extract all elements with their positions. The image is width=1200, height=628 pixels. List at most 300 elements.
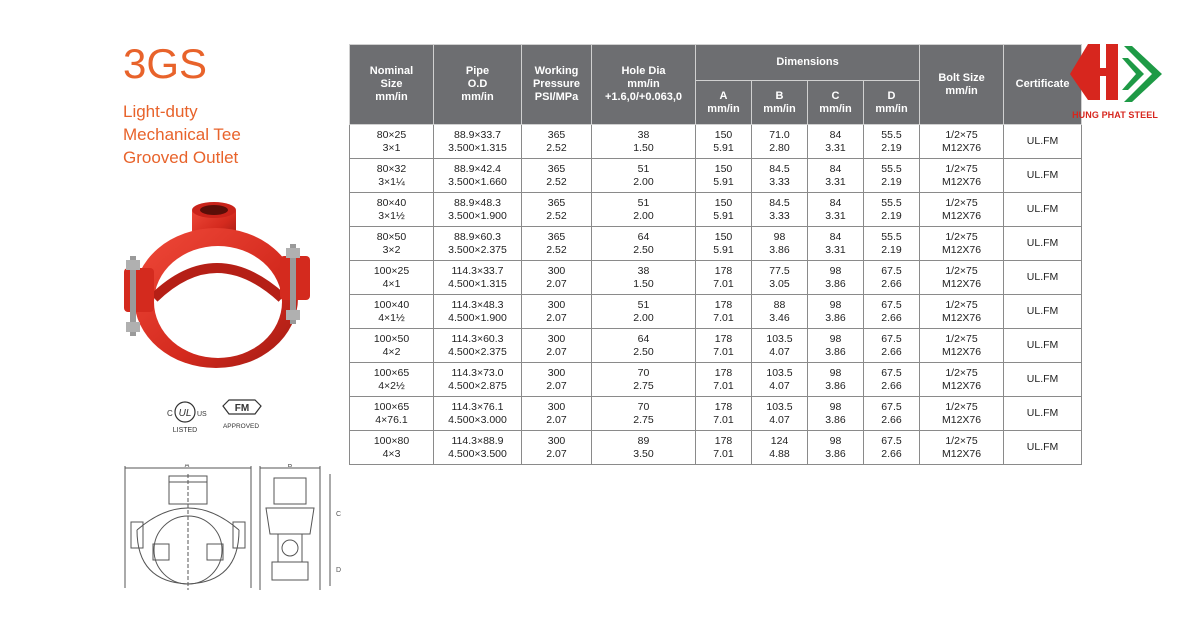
cell-hole-dia-line: 2.50 xyxy=(633,345,654,358)
cell-bolt-size-line: 1/2×75 xyxy=(945,128,978,141)
cell-hole-dia xyxy=(592,295,696,329)
cell-nominal-size-line: 100×65 xyxy=(373,400,410,413)
cell-working-pressure xyxy=(522,295,592,329)
cell-dim-b xyxy=(752,159,808,193)
cell-dim-b-line: 3.86 xyxy=(769,243,790,256)
cell-dim-a xyxy=(696,227,752,261)
cell-dim-a-line: 7.01 xyxy=(713,311,734,324)
cell-hole-dia-line: 38 xyxy=(637,264,650,277)
cell-dim-a xyxy=(696,431,752,465)
cell-nominal-size xyxy=(350,329,434,363)
cell-dim-a-line: 5.91 xyxy=(713,175,734,188)
cell-nominal-size-line: 3×1 xyxy=(382,141,401,154)
table-row xyxy=(350,431,1082,465)
cell-pipe-od xyxy=(434,261,522,295)
ul-label-text: LISTED xyxy=(172,427,198,434)
cell-nominal-size xyxy=(350,261,434,295)
cell-hole-dia xyxy=(592,363,696,397)
cell-dim-c-line: 84 xyxy=(829,128,842,141)
cell-working-pressure-line: 2.07 xyxy=(546,447,567,460)
cell-pipe-od-line: 114.3×88.9 xyxy=(451,434,504,447)
cell-dim-b-line: 103.5 xyxy=(766,400,793,413)
cell-dim-a xyxy=(696,295,752,329)
cell-working-pressure xyxy=(522,329,592,363)
cell-pipe-od xyxy=(434,193,522,227)
cell-bolt-size xyxy=(920,397,1004,431)
cell-dim-a xyxy=(696,159,752,193)
header-dim-c: C mm/in xyxy=(808,81,864,125)
cell-bolt-size-line: M12X76 xyxy=(941,379,982,392)
cell-hole-dia xyxy=(592,125,696,159)
product-image xyxy=(120,198,320,383)
cell-working-pressure-line: 300 xyxy=(547,366,566,379)
cell-dim-c-line: 3.86 xyxy=(825,311,846,324)
cell-bolt-size-line: M12X76 xyxy=(941,311,982,324)
cell-dim-b-line: 88 xyxy=(773,298,786,311)
cell-dim-c-line: 3.31 xyxy=(825,175,846,188)
subtitle-line-3: Grooved Outlet xyxy=(123,148,239,167)
spec-table xyxy=(349,44,1082,465)
cell-dim-d-line: 67.5 xyxy=(881,332,902,345)
cell-bolt-size-line: M12X76 xyxy=(941,447,982,460)
cell-bolt-size xyxy=(920,125,1004,159)
cell-dim-d xyxy=(864,125,920,159)
cell-working-pressure xyxy=(522,431,592,465)
cell-nominal-size-line: 100×65 xyxy=(373,366,410,379)
cell-dim-c xyxy=(808,431,864,465)
cell-dim-b-line: 84.5 xyxy=(769,196,790,209)
technical-drawing-side xyxy=(258,464,348,594)
cell-pipe-od-line: 114.3×73.0 xyxy=(451,366,504,379)
table-row xyxy=(350,329,1082,363)
model-number: 3GS xyxy=(123,40,208,87)
table-row xyxy=(350,397,1082,431)
cell-pipe-od-line: 88.9×42.4 xyxy=(453,162,501,175)
cell-bolt-size-line: M12X76 xyxy=(941,243,982,256)
cell-dim-d-line: 67.5 xyxy=(881,366,902,379)
cell-pipe-od xyxy=(434,329,522,363)
cell-dim-b-line: 71.0 xyxy=(769,128,790,141)
cell-certificate: UL.FM xyxy=(1004,159,1082,193)
cell-dim-a-line: 5.91 xyxy=(713,141,734,154)
cell-pipe-od-line: 3.500×1.660 xyxy=(448,175,507,188)
header-dim-a: A mm/in xyxy=(696,81,752,125)
cell-working-pressure-line: 2.07 xyxy=(546,311,567,324)
header-dim-b: B mm/in xyxy=(752,81,808,125)
cell-dim-a xyxy=(696,193,752,227)
cell-dim-a xyxy=(696,397,752,431)
cell-dim-a-line: 7.01 xyxy=(713,413,734,426)
ul-c-text: C xyxy=(167,409,173,418)
cell-hole-dia-line: 51 xyxy=(637,298,650,311)
cell-dim-c xyxy=(808,329,864,363)
cell-bolt-size-line: 1/2×75 xyxy=(945,400,978,413)
cell-working-pressure-line: 365 xyxy=(547,196,566,209)
header-hole-dia: Hole Dia mm/in +1.6,0/+0.063,0 xyxy=(592,45,696,125)
cell-pipe-od xyxy=(434,363,522,397)
cell-dim-b-line: 3.46 xyxy=(769,311,790,324)
cell-dim-a-line: 178 xyxy=(714,264,733,277)
cell-nominal-size-line: 100×80 xyxy=(373,434,410,447)
cell-nominal-size xyxy=(350,363,434,397)
cell-dim-c-line: 84 xyxy=(829,196,842,209)
header-bolt-size: Bolt Size mm/in xyxy=(920,45,1004,125)
cell-hole-dia xyxy=(592,159,696,193)
cell-dim-d-line: 2.19 xyxy=(881,141,902,154)
cell-pipe-od-line: 88.9×48.3 xyxy=(453,196,501,209)
cell-dim-b-line: 3.33 xyxy=(769,175,790,188)
cell-dim-b xyxy=(752,261,808,295)
cell-dim-c-line: 3.86 xyxy=(825,277,846,290)
cell-working-pressure xyxy=(522,227,592,261)
cell-hole-dia-line: 89 xyxy=(637,434,650,447)
cell-dim-d xyxy=(864,431,920,465)
cell-pipe-od-line: 114.3×60.3 xyxy=(451,332,504,345)
cell-pipe-od xyxy=(434,227,522,261)
cell-dim-b-line: 2.80 xyxy=(769,141,790,154)
cell-nominal-size-line: 100×25 xyxy=(373,264,410,277)
cell-working-pressure xyxy=(522,363,592,397)
cell-bolt-size-line: M12X76 xyxy=(941,413,982,426)
cell-dim-b xyxy=(752,397,808,431)
cell-dim-c xyxy=(808,159,864,193)
cell-dim-a-line: 178 xyxy=(714,400,733,413)
cell-certificate: UL.FM xyxy=(1004,295,1082,329)
cell-nominal-size-line: 4×3 xyxy=(382,447,401,460)
cell-dim-d-line: 2.66 xyxy=(881,277,902,290)
cell-dim-b-line: 3.05 xyxy=(769,277,790,290)
spec-table-body xyxy=(350,125,1082,465)
cell-dim-b-line: 77.5 xyxy=(769,264,790,277)
cell-nominal-size-line: 3×2 xyxy=(382,243,401,256)
cell-bolt-size-line: M12X76 xyxy=(941,345,982,358)
cell-nominal-size-line: 4×1 xyxy=(382,277,401,290)
cell-working-pressure-line: 2.07 xyxy=(546,379,567,392)
cell-bolt-size-line: M12X76 xyxy=(941,141,982,154)
cell-pipe-od-line: 3.500×1.315 xyxy=(448,141,507,154)
header-dim-d: D mm/in xyxy=(864,81,920,125)
cell-working-pressure-line: 2.52 xyxy=(546,175,567,188)
cell-nominal-size xyxy=(350,159,434,193)
cell-certificate: UL.FM xyxy=(1004,193,1082,227)
cell-dim-a xyxy=(696,125,752,159)
cell-certificate: UL.FM xyxy=(1004,329,1082,363)
cell-dim-a-line: 7.01 xyxy=(713,345,734,358)
cell-bolt-size-line: 1/2×75 xyxy=(945,230,978,243)
cell-dim-c-line: 3.31 xyxy=(825,141,846,154)
cell-working-pressure-line: 365 xyxy=(547,128,566,141)
cell-dim-c-line: 3.31 xyxy=(825,243,846,256)
cell-bolt-size xyxy=(920,431,1004,465)
cell-dim-b-line: 103.5 xyxy=(766,332,793,345)
cell-certificate: UL.FM xyxy=(1004,261,1082,295)
cell-dim-c xyxy=(808,295,864,329)
cell-dim-b-line: 124 xyxy=(770,434,789,447)
cell-hole-dia-line: 64 xyxy=(637,332,650,345)
cell-dim-b-line: 4.07 xyxy=(769,413,790,426)
cell-bolt-size-line: M12X76 xyxy=(941,209,982,222)
cell-pipe-od-line: 114.3×48.3 xyxy=(451,298,504,311)
cell-pipe-od xyxy=(434,159,522,193)
cell-dim-a-line: 150 xyxy=(714,230,733,243)
cell-dim-b xyxy=(752,295,808,329)
cell-pipe-od xyxy=(434,431,522,465)
cell-pipe-od-line: 3.500×2.375 xyxy=(448,243,507,256)
cell-hole-dia-line: 38 xyxy=(637,128,650,141)
dim-a-label: A xyxy=(184,464,190,469)
cell-dim-d-line: 55.5 xyxy=(881,162,902,175)
cell-pipe-od-line: 4.500×1.900 xyxy=(448,311,507,324)
cell-bolt-size xyxy=(920,363,1004,397)
cell-bolt-size xyxy=(920,193,1004,227)
cell-certificate: UL.FM xyxy=(1004,227,1082,261)
cell-dim-d-line: 55.5 xyxy=(881,196,902,209)
cell-dim-c xyxy=(808,363,864,397)
cell-dim-d xyxy=(864,295,920,329)
cell-working-pressure-line: 2.52 xyxy=(546,141,567,154)
cell-working-pressure-line: 300 xyxy=(547,298,566,311)
cell-dim-c-line: 84 xyxy=(829,162,842,175)
cell-hole-dia xyxy=(592,329,696,363)
cell-nominal-size-line: 100×50 xyxy=(373,332,410,345)
certification-logos xyxy=(163,396,273,436)
header-dimensions: Dimensions xyxy=(696,45,920,81)
cell-nominal-size-line: 80×40 xyxy=(376,196,407,209)
cell-dim-b-line: 4.07 xyxy=(769,379,790,392)
cell-dim-a xyxy=(696,261,752,295)
cell-pipe-od-line: 3.500×1.900 xyxy=(448,209,507,222)
cell-dim-c-line: 98 xyxy=(829,298,842,311)
cell-dim-a-line: 150 xyxy=(714,128,733,141)
cell-hole-dia xyxy=(592,227,696,261)
table-row xyxy=(350,363,1082,397)
table-row xyxy=(350,261,1082,295)
technical-drawing-front xyxy=(123,464,253,594)
cell-pipe-od xyxy=(434,125,522,159)
fm-label-text: APPROVED xyxy=(222,423,260,430)
cell-dim-a-line: 178 xyxy=(714,366,733,379)
cell-bolt-size-line: 1/2×75 xyxy=(945,434,978,447)
cell-dim-d-line: 67.5 xyxy=(881,264,902,277)
cell-dim-d-line: 55.5 xyxy=(881,230,902,243)
subtitle-line-1: Light-duty xyxy=(123,102,198,121)
cell-hole-dia-line: 2.00 xyxy=(633,311,654,324)
cell-nominal-size xyxy=(350,193,434,227)
cell-hole-dia-line: 51 xyxy=(637,196,650,209)
cell-nominal-size-line: 80×25 xyxy=(376,128,407,141)
cell-bolt-size xyxy=(920,159,1004,193)
cell-working-pressure-line: 2.07 xyxy=(546,345,567,358)
cell-dim-d xyxy=(864,363,920,397)
cell-bolt-size-line: 1/2×75 xyxy=(945,196,978,209)
cell-bolt-size-line: 1/2×75 xyxy=(945,162,978,175)
cell-dim-a-line: 7.01 xyxy=(713,277,734,290)
cell-dim-d-line: 2.66 xyxy=(881,345,902,358)
cell-dim-b xyxy=(752,193,808,227)
cell-nominal-size-line: 80×32 xyxy=(376,162,407,175)
cell-nominal-size-line: 100×40 xyxy=(373,298,410,311)
cell-working-pressure-line: 2.52 xyxy=(546,209,567,222)
cell-hole-dia xyxy=(592,431,696,465)
cell-dim-a-line: 5.91 xyxy=(713,209,734,222)
cell-nominal-size-line: 80×50 xyxy=(376,230,407,243)
cell-dim-b xyxy=(752,125,808,159)
table-row xyxy=(350,159,1082,193)
cell-pipe-od-line: 4.500×2.875 xyxy=(448,379,507,392)
cell-dim-a-line: 150 xyxy=(714,196,733,209)
cell-bolt-size xyxy=(920,329,1004,363)
cell-pipe-od-line: 4.500×1.315 xyxy=(448,277,507,290)
cell-pipe-od-line: 4.500×3.000 xyxy=(448,413,507,426)
cell-nominal-size-line: 4×1½ xyxy=(378,311,405,324)
spec-table-container xyxy=(349,44,1081,465)
cell-bolt-size-line: 1/2×75 xyxy=(945,298,978,311)
cell-hole-dia-line: 51 xyxy=(637,162,650,175)
cell-dim-a-line: 178 xyxy=(714,434,733,447)
cell-dim-c-line: 84 xyxy=(829,230,842,243)
ul-mark-text: UL xyxy=(178,408,192,419)
cell-working-pressure-line: 365 xyxy=(547,230,566,243)
cell-certificate: UL.FM xyxy=(1004,397,1082,431)
cell-dim-b xyxy=(752,227,808,261)
cell-nominal-size-line: 3×1¼ xyxy=(378,175,405,188)
cell-working-pressure-line: 365 xyxy=(547,162,566,175)
cell-dim-c-line: 3.86 xyxy=(825,345,846,358)
cell-dim-d xyxy=(864,397,920,431)
header-pipe-od: Pipe O.D mm/in xyxy=(434,45,522,125)
cell-nominal-size-line: 4×2 xyxy=(382,345,401,358)
cell-dim-c-line: 98 xyxy=(829,400,842,413)
cell-nominal-size xyxy=(350,397,434,431)
cell-nominal-size xyxy=(350,295,434,329)
product-title-block xyxy=(123,40,241,169)
table-row xyxy=(350,125,1082,159)
cell-dim-d-line: 67.5 xyxy=(881,298,902,311)
cell-hole-dia-line: 2.00 xyxy=(633,209,654,222)
cell-dim-d xyxy=(864,329,920,363)
cell-dim-a-line: 5.91 xyxy=(713,243,734,256)
cell-dim-b-line: 98 xyxy=(773,230,786,243)
cell-nominal-size xyxy=(350,431,434,465)
cell-nominal-size xyxy=(350,125,434,159)
cell-dim-d-line: 55.5 xyxy=(881,128,902,141)
ul-us-text: US xyxy=(197,411,207,418)
cell-dim-c xyxy=(808,227,864,261)
cell-working-pressure xyxy=(522,397,592,431)
cell-hole-dia-line: 2.00 xyxy=(633,175,654,188)
cell-bolt-size xyxy=(920,227,1004,261)
cell-dim-a-line: 178 xyxy=(714,332,733,345)
table-row xyxy=(350,193,1082,227)
cell-dim-d-line: 2.66 xyxy=(881,311,902,324)
cell-working-pressure-line: 300 xyxy=(547,332,566,345)
cell-hole-dia-line: 64 xyxy=(637,230,650,243)
cell-dim-b-line: 4.88 xyxy=(769,447,790,460)
subtitle-line-2: Mechanical Tee xyxy=(123,125,241,144)
cell-certificate: UL.FM xyxy=(1004,431,1082,465)
cell-dim-d xyxy=(864,193,920,227)
logo-red-h-left-icon xyxy=(1070,44,1100,100)
dim-b-label: B xyxy=(287,464,293,469)
cell-dim-d-line: 2.19 xyxy=(881,209,902,222)
cell-working-pressure-line: 2.07 xyxy=(546,413,567,426)
cell-pipe-od-line: 114.3×33.7 xyxy=(451,264,504,277)
cell-hole-dia-line: 70 xyxy=(637,400,650,413)
cell-dim-d-line: 2.66 xyxy=(881,447,902,460)
cell-certificate: UL.FM xyxy=(1004,363,1082,397)
cell-pipe-od-line: 88.9×33.7 xyxy=(453,128,501,141)
cell-dim-d xyxy=(864,261,920,295)
cell-dim-d xyxy=(864,159,920,193)
brand-name: HUNG PHAT STEEL xyxy=(1072,110,1158,120)
cell-dim-c xyxy=(808,397,864,431)
cell-hole-dia xyxy=(592,193,696,227)
cell-dim-a xyxy=(696,363,752,397)
cell-bolt-size xyxy=(920,295,1004,329)
cell-dim-d-line: 67.5 xyxy=(881,434,902,447)
cell-hole-dia xyxy=(592,397,696,431)
cell-certificate: UL.FM xyxy=(1004,125,1082,159)
cell-dim-a-line: 150 xyxy=(714,162,733,175)
cell-dim-c-line: 3.86 xyxy=(825,413,846,426)
cell-working-pressure-line: 300 xyxy=(547,400,566,413)
cell-dim-c-line: 98 xyxy=(829,332,842,345)
cell-hole-dia-line: 2.75 xyxy=(633,413,654,426)
cell-pipe-od-line: 4.500×2.375 xyxy=(448,345,507,358)
cell-hole-dia-line: 1.50 xyxy=(633,277,654,290)
cell-bolt-size-line: 1/2×75 xyxy=(945,332,978,345)
cell-working-pressure-line: 300 xyxy=(547,434,566,447)
cell-dim-d-line: 67.5 xyxy=(881,400,902,413)
cell-hole-dia-line: 70 xyxy=(637,366,650,379)
cell-dim-d-line: 2.19 xyxy=(881,175,902,188)
cell-hole-dia-line: 2.75 xyxy=(633,379,654,392)
cell-pipe-od xyxy=(434,397,522,431)
cell-dim-b xyxy=(752,363,808,397)
cell-dim-c-line: 3.86 xyxy=(825,447,846,460)
cell-pipe-od xyxy=(434,295,522,329)
header-certificate: Certificate xyxy=(1004,45,1082,125)
fm-mark-text: FM xyxy=(234,403,250,414)
cell-hole-dia-line: 3.50 xyxy=(633,447,654,460)
cell-working-pressure-line: 2.07 xyxy=(546,277,567,290)
cell-working-pressure xyxy=(522,261,592,295)
cell-dim-b-line: 3.33 xyxy=(769,209,790,222)
cell-dim-a xyxy=(696,329,752,363)
cell-dim-c-line: 98 xyxy=(829,366,842,379)
cell-dim-c-line: 98 xyxy=(829,434,842,447)
header-nominal-size: Nominal Size mm/in xyxy=(350,45,434,125)
cell-dim-b-line: 103.5 xyxy=(766,366,793,379)
dim-c-label: C xyxy=(336,511,342,518)
cell-dim-d xyxy=(864,227,920,261)
cell-pipe-od-line: 88.9×60.3 xyxy=(453,230,501,243)
cell-bolt-size-line: 1/2×75 xyxy=(945,264,978,277)
cell-dim-c xyxy=(808,261,864,295)
logo-red-h-right-icon xyxy=(1106,44,1118,100)
cell-hole-dia-line: 1.50 xyxy=(633,141,654,154)
cell-dim-d-line: 2.66 xyxy=(881,413,902,426)
cell-dim-c xyxy=(808,193,864,227)
cell-hole-dia xyxy=(592,261,696,295)
cell-dim-b-line: 84.5 xyxy=(769,162,790,175)
cell-working-pressure xyxy=(522,125,592,159)
cell-nominal-size-line: 4×2½ xyxy=(378,379,405,392)
cell-bolt-size-line: 1/2×75 xyxy=(945,366,978,379)
cell-working-pressure xyxy=(522,193,592,227)
cell-dim-c-line: 3.31 xyxy=(825,209,846,222)
cell-working-pressure-line: 2.52 xyxy=(546,243,567,256)
